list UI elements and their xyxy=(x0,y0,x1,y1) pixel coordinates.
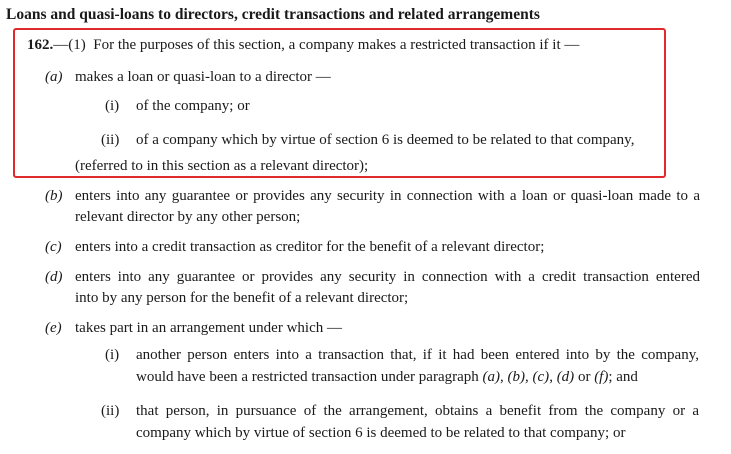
section-heading: Loans and quasi-loans to directors, credit transactions and related arrangements xyxy=(6,6,540,23)
item-e-text: takes part in an arrangement under which — xyxy=(75,320,342,336)
item-a-tail: (referred to in this section as a relevant director); xyxy=(75,158,369,174)
item-b-line2: relevant director by any other person; xyxy=(75,209,301,225)
section-number: 162. xyxy=(27,37,54,53)
item-d-line2: into by any person for the benefit of a relevant director; xyxy=(75,290,409,306)
item-a-text: makes a loan or quasi-loan to a director — xyxy=(75,69,331,85)
ref-prefix: would have been a restricted transaction under paragraph xyxy=(136,369,483,385)
subsection-prefix: —(1) xyxy=(53,37,86,53)
ref-d: (d) xyxy=(556,369,575,385)
item-a-sub-i-text: of the company; or xyxy=(136,98,250,114)
item-e-marker: (e) xyxy=(45,320,62,336)
item-a-sub-ii-marker: (ii) xyxy=(101,132,120,148)
ref-suffix: ; and xyxy=(608,369,638,385)
item-d-marker: (d) xyxy=(45,269,63,285)
item-b-marker: (b) xyxy=(45,188,63,204)
item-e-sub-ii-line1: that person, in pursuance of the arrangement, obtains a benefit from the company or a xyxy=(136,403,699,419)
item-e-sub-i-line1: another person enters into a transaction that, if it had been entered into by the company, xyxy=(136,347,699,363)
ref-sep-4: or xyxy=(574,369,595,385)
item-a-sub-i-marker: (i) xyxy=(105,98,120,114)
item-a-marker: (a) xyxy=(45,69,63,85)
ref-c: (c) xyxy=(532,369,550,385)
ref-sep-1: , xyxy=(500,369,508,385)
item-c-marker: (c) xyxy=(45,239,62,255)
item-c-text: enters into a credit transaction as creditor for the benefit of a relevant director; xyxy=(75,239,545,255)
section-intro-text: For the purposes of this section, a company makes a restricted transaction if it — xyxy=(93,37,580,53)
item-e-sub-i-marker: (i) xyxy=(105,347,120,363)
ref-sep-2: , xyxy=(525,369,533,385)
ref-a: (a) xyxy=(482,369,501,385)
section-intro-line xyxy=(27,37,579,54)
ref-f: (f) xyxy=(594,369,609,385)
ref-sep-3: , xyxy=(549,369,557,385)
ref-b: (b) xyxy=(507,369,526,385)
item-e-sub-i-line2 xyxy=(136,369,638,386)
item-d-line1: enters into any guarantee or provides any security in connection with a credit transaction entered xyxy=(75,269,700,285)
item-a-sub-ii-text: of a company which by virtue of section 6 is deemed to be related to that company, xyxy=(136,132,635,148)
item-b-line1: enters into any guarantee or provides any security in connection with a loan or quasi-loan made to a xyxy=(75,188,700,204)
item-e-sub-ii-marker: (ii) xyxy=(101,403,120,419)
item-e-sub-ii-line2: company which by virtue of section 6 is deemed to be related to that company; or xyxy=(136,425,626,441)
